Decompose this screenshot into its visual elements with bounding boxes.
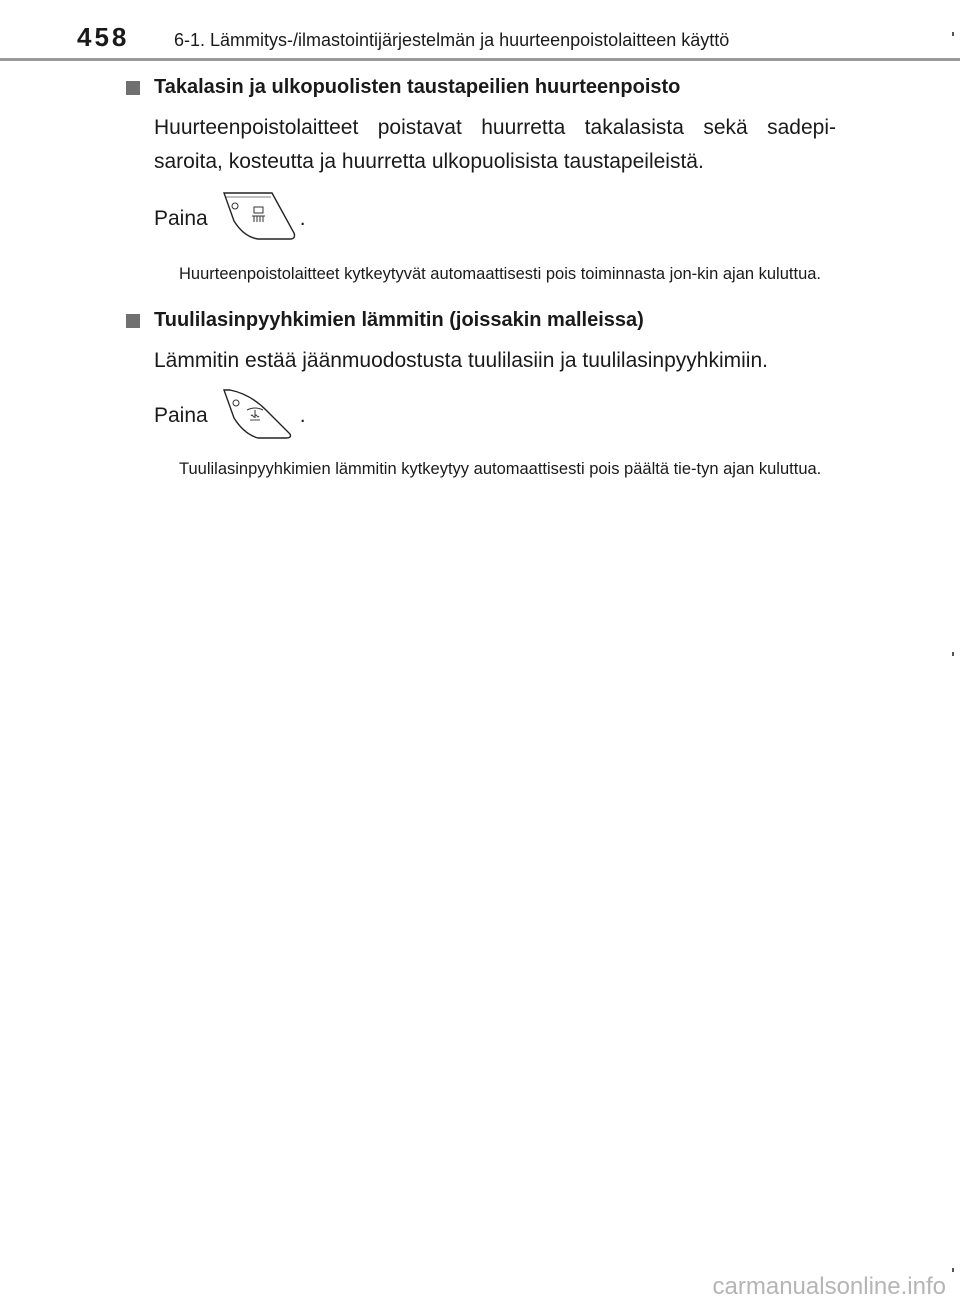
section-wiper-deicer [126, 309, 836, 480]
section-rear-defogger [126, 76, 836, 285]
heading-bullet-icon [126, 81, 140, 95]
press-suffix: . [299, 207, 306, 230]
section-heading-text: Takalasin ja ulkopuolisten taustapeilien huurteenpoisto [154, 76, 681, 98]
press-instruction [154, 386, 836, 446]
section-heading [126, 309, 836, 332]
heading-bullet-icon [126, 314, 140, 328]
edge-tick-mark [952, 32, 954, 36]
section-note: Tuulilasinpyyhkimien lämmitin kytkeytyy automaattisesti pois päältä tie-tyn ajan kuluttua. [179, 460, 822, 478]
section-body: Lämmitin estää jäänmuodostusta tuulilasiin ja tuulilasinpyyhkimiin. [154, 349, 768, 372]
windshield-wiper-deicer-button-icon [214, 386, 298, 446]
section-heading-text: Tuulilasinpyyhkimien lämmitin (joissakin malleissa) [154, 309, 644, 331]
chapter-title: 6-1. Lämmitys-/ilmastointijärjestelmän ja huurteenpoistolaitteen käyttö [174, 30, 730, 50]
page-number: 458 [77, 22, 130, 52]
section-heading [126, 76, 836, 99]
rear-defogger-button-icon [214, 189, 298, 249]
section-body: Huurteenpoistolaitteet poistavat huurretta takalasista sekä sadepi-saroita, kosteutta ja huurretta ulkopuolisista taustapeileistä. [154, 116, 836, 173]
press-instruction [154, 189, 836, 249]
section-note: Huurteenpoistolaitteet kytkeytyvät automaattisesti pois toiminnasta jon-kin ajan kuluttua. [179, 265, 822, 283]
press-label: Paina [154, 404, 208, 427]
header-divider [0, 58, 960, 61]
press-label: Paina [154, 207, 208, 230]
edge-tick-mark [952, 652, 954, 656]
edge-tick-mark [952, 1268, 954, 1272]
watermark: carmanualsonline.info [712, 1273, 946, 1300]
press-suffix: . [299, 404, 306, 427]
